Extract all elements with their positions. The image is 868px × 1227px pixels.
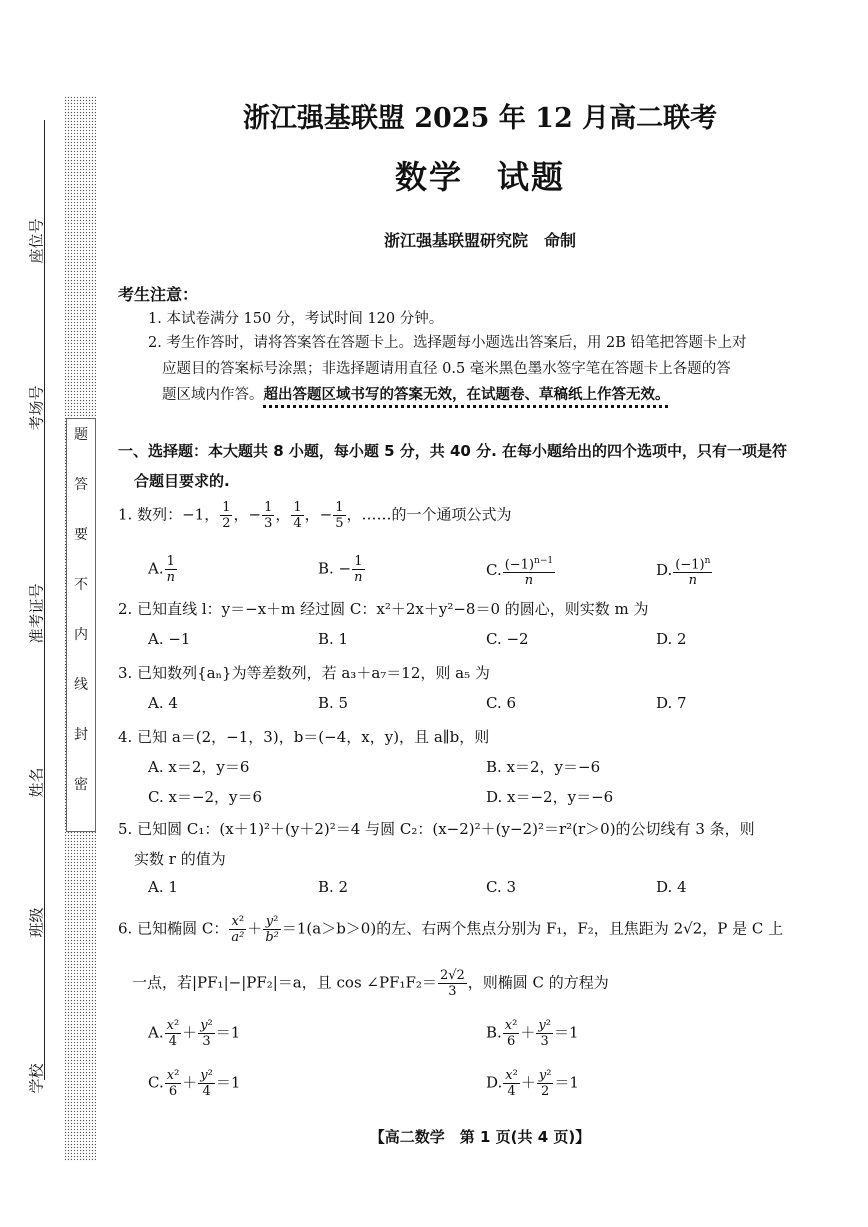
- q2-option-d: D. 2: [656, 630, 687, 648]
- q1-stem-prefix: 1. 数列：−1，: [118, 505, 220, 524]
- seal-char: 封: [74, 727, 88, 743]
- section-heading-line-1: 一、选择题：本大题共 8 小题，每小题 5 分，共 40 分. 在每小题给出的四个选项中，只有一项是符: [118, 442, 788, 460]
- fraction: $\frac{2√2}{3}$: [439, 968, 465, 999]
- seal-char: 答: [74, 477, 88, 493]
- author-line: 浙江强基联盟研究院 命制: [383, 231, 576, 250]
- q5-option-d: D. 4: [656, 878, 687, 896]
- notice-item-2-line-2: 应题目的答案标号涂黑；非选择题请用直径 0.5 毫米黑色墨水签字笔在答题卡上各题的答: [162, 361, 731, 377]
- fraction: $\frac{1}{5}$: [335, 500, 344, 531]
- q1-option-b: B. − $\frac{1}{n}$: [318, 554, 363, 585]
- q4-option-a: A. x＝2，y＝6: [148, 758, 250, 776]
- question-4-stem: 4. 已知 a＝(2，−1，3)，b＝(−4，x，y)，且 a∥b，则: [118, 728, 490, 746]
- seat-number-label: 座位号: [27, 218, 46, 264]
- notice-item-2-line-1: 2. 考生作答时，请将答案答在答题卡上。选择题每小题选出答案后，用 2B 铅笔把答题卡上对: [148, 335, 747, 351]
- q2-option-a: A. −1: [148, 630, 191, 648]
- question-3-stem: 3. 已知数列{aₙ}为等差数列，若 a₃＋a₇＝12，则 a₅ 为: [118, 664, 490, 682]
- seal-char: 线: [74, 677, 88, 693]
- section-heading: [118, 436, 808, 496]
- school-label: 学校: [27, 1063, 46, 1094]
- q3-option-c: C. 6: [486, 694, 517, 712]
- q3-option-b: B. 5: [318, 694, 349, 712]
- q6-option-d: D. $\frac{\text{x²}}{4}$ ＋ $\frac{\text{y²}}{2}$ ＝1: [486, 1068, 579, 1099]
- q1-option-d: D. $\frac{(-1)^n}{n}$: [656, 556, 711, 589]
- fraction: $\frac{\text{y²}}{\text{b²}}$: [265, 914, 279, 945]
- notice-heading: 考生注意：: [118, 285, 199, 304]
- q3-option-d: D. 7: [656, 694, 687, 712]
- admission-number-label: 准考证号: [27, 583, 46, 644]
- page-footer: 【高二数学 第 1 页(共 4 页)】: [369, 1128, 591, 1146]
- exam-room-label: 考场号: [27, 385, 46, 431]
- fraction: $\frac{1}{4}$: [293, 500, 302, 531]
- q6-option-b: B. $\frac{\text{x²}}{6}$ ＋ $\frac{\text{y²}}{3}$ ＝1: [486, 1018, 579, 1049]
- q4-option-c: C. x＝−2，y＝6: [148, 788, 263, 806]
- q2-option-b: B. 1: [318, 630, 349, 648]
- seal-char: 题: [74, 427, 88, 443]
- q2-option-c: C. −2: [486, 630, 529, 648]
- subject-title: 数学 试题: [394, 158, 565, 196]
- q5-option-b: B. 2: [318, 878, 349, 896]
- fraction: $\frac{1}{2}$: [222, 500, 231, 531]
- question-5-stem-line-1: 5. 已知圆 C₁：(x＋1)²＋(y＋2)²＝4 与圆 C₂：(x−2)²＋(y−2)²＝r²(r＞0)的公切线有 3 条，则: [118, 820, 755, 838]
- exam-title: 浙江强基联盟 2025 年 12 月高二联考: [242, 103, 718, 134]
- class-label: 班级: [27, 907, 46, 938]
- fraction: $\frac{\text{x²}}{\text{a²}}$: [231, 914, 245, 945]
- q5-option-a: A. 1: [148, 878, 178, 896]
- question-6-stem-line-1: 6. 已知椭圆 C： $\frac{\text{x²}}{\text{a²}}$ ＋ $\frac{\text{y²}}{\text{b²}}$ ＝1(a＞b＞0)的左、右两个焦点分别为 F₁，F₂，且焦距为 2√2，P 是 C 上: [118, 914, 784, 945]
- notice-item-1: 1. 本试卷满分 150 分，考试时间 120 分钟。: [148, 311, 444, 327]
- fraction: $\frac{1}{3}$: [264, 500, 273, 531]
- q3-option-a: A. 4: [148, 694, 178, 712]
- question-1: 1. 数列：−1， $\frac{1}{2}$ ，− $\frac{1}{3}$ ， $\frac{1}{4}$ ，− $\frac{1}{5}$ ，……的一个通项公式为: [118, 500, 512, 531]
- question-2-stem: 2. 已知直线 l：y＝−x＋m 经过圆 C：x²＋2x＋y²−8＝0 的圆心，则实数 m 为: [118, 600, 649, 618]
- section-heading-line-2: 合题目要求的.: [134, 472, 230, 490]
- name-label: 姓名: [27, 767, 46, 798]
- notice-emphasis: 超出答题区域书写的答案无效，在试题卷、草稿纸上作答无效。: [263, 387, 670, 403]
- q1-option-a: A. $\frac{1}{n}$: [148, 554, 175, 585]
- q1-option-c: C. $\frac{(-1)^{n-1}}{n}$: [486, 556, 554, 589]
- seal-char: 不: [74, 577, 88, 593]
- q4-option-b: B. x＝2，y＝−6: [486, 758, 601, 776]
- q1-stem-suffix: ，……的一个通项公式为: [346, 505, 512, 524]
- seal-char: 内: [74, 627, 88, 643]
- seal-char: 要: [74, 527, 88, 543]
- q5-option-c: C. 3: [486, 878, 517, 896]
- notice-plain-text: 题区域内作答。: [162, 387, 264, 403]
- q4-option-d: D. x＝−2，y＝−6: [486, 788, 614, 806]
- q6-option-a: A. $\frac{\text{x²}}{4}$ ＋ $\frac{\text{y²}}{3}$ ＝1: [148, 1018, 241, 1049]
- notice-item-2-line-3: [162, 382, 670, 409]
- question-6-stem-line-2: 一点，若|PF₁|−|PF₂|＝a，且 cos ∠PF₁F₂＝ $\frac{2√2}{3}$ ，则椭圆 C 的方程为: [132, 968, 609, 999]
- seal-char: 密: [74, 777, 88, 793]
- question-5-stem-line-2: 实数 r 的值为: [134, 850, 226, 868]
- q6-option-c: C. $\frac{\text{x²}}{6}$ ＋ $\frac{\text{y²}}{4}$ ＝1: [148, 1068, 241, 1099]
